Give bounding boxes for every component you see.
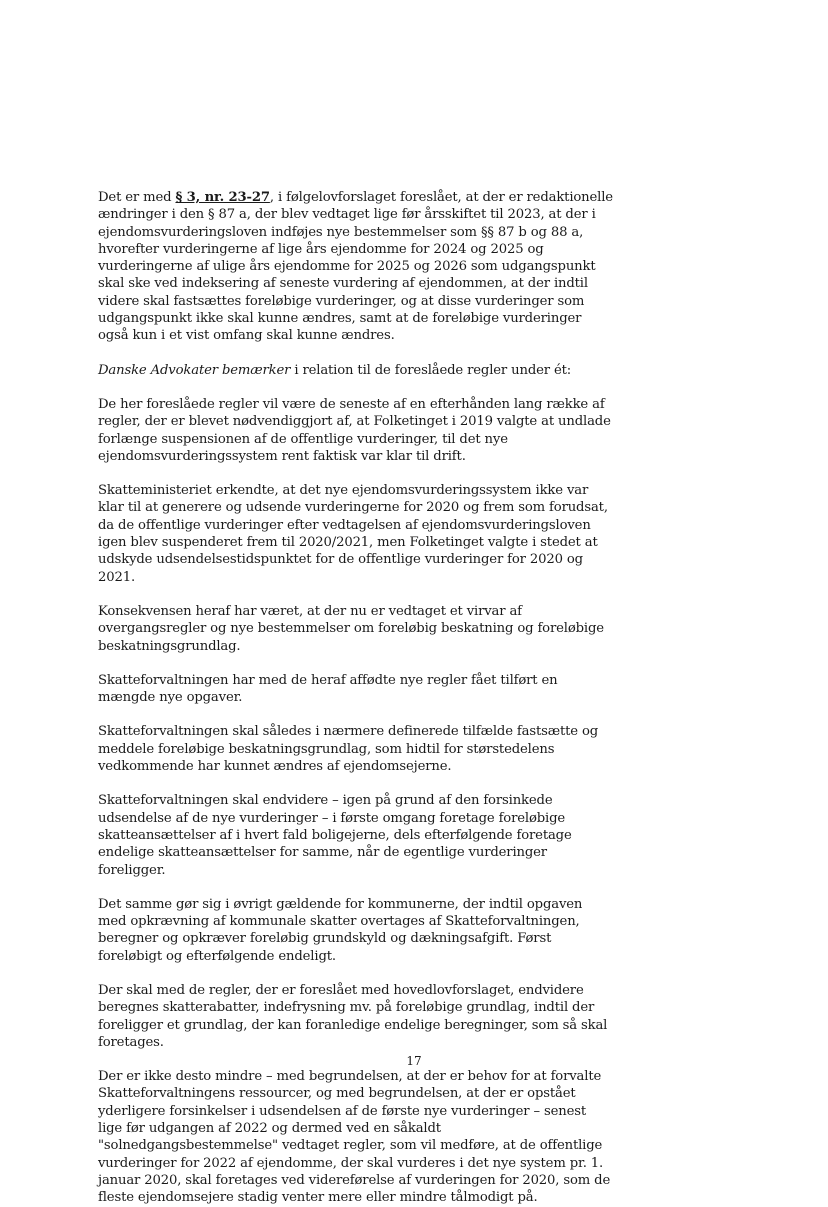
paragraph-2-text: i relation til de foreslåede regler under ét:	[290, 362, 572, 378]
page-number: 17	[406, 1054, 422, 1068]
paragraph-3: De her foreslåede regler vil være de seneste af en efterhånden lang række af regler, der er blevet nødvendiggjort af, at Folketinget i 2019 valgte at undlade forlænge suspensionen af de offentlige vurderinger, til det nye ejendomsvurderingssystem rent faktisk var klar til drift.	[98, 396, 611, 464]
paragraph-6: Skatteforvaltningen har med de heraf affødte nye regler fået tilført en mængde nye opgaver.	[98, 672, 558, 706]
paragraph-1-text: , i følgelovforslaget foreslået, at der er redaktionelle ændringer i den § 87 a, der blev vedtaget lige før årsskiftet til 2023, at der i ejendomsvurderingsloven indføjes nye bestemmelser som §§ 87 b og 88 a, hvorefter vurderingerne af lige års ejendomme for 2024 og 2025 og vurderingerne af ulige års ejendomme for 2025 og 2026 som udgangspunkt skal ske ved indeksering af seneste vurdering af ejendommen, at der indtil videre skal fastsættes foreløbige vurderinger, og at disse vurderinger som udgangspunkt ikke skal kunne ændres, samt at de foreløbige vurderinger også kun i et vist omfang skal kunne ændres.	[98, 190, 613, 344]
paragraph-4: Skatteministeriet erkendte, at det nye ejendomsvurderingssystem ikke var klar til at generere og udsende vurderingerne for 2020 og frem som forudsat, da de offentlige vurderinger efter vedtagelsen af ejendomsvurderingsloven igen blev suspenderet frem til 2020/2021, men Folketinget valgte i stedet at udskyde udsendelsestidspunktet for de offentlige vurderinger for 2020 og 2021.	[98, 483, 608, 585]
paragraph-11: Der er ikke desto mindre – med begrundelsen, at der er behov for at forvalte Skatteforvaltningens ressourcer, og med begrundelsen, at der er opstået yderligere forsinkelser i udsendelsen af de første nye vurderinger – senest lige før udgangen af 2022 og dermed ved en såkaldt "solnedgangsbestemmelse" vedtaget regler, som vil medføre, at de offentlige vurderinger for 2022 af ejendomme, der skal vurderes i det nye system pr. 1. januar 2020, skal foretages ved videreførelse af vurderingen for 2020, som de fleste ejendomsejere stadig venter mere eller mindre tålmodigt på.	[98, 1069, 611, 1206]
paragraph-5: Konsekvensen heraf har været, at der nu er vedtaget et virvar af overgangsregler og nye bestemmelser om foreløbig beskatning og foreløbige beskatningsgrundlag.	[98, 603, 604, 654]
paragraph-1-prefix: Det er med	[98, 190, 176, 205]
paragraph-7: Skatteforvaltningen skal således i nærmere definerede tilfælde fastsætte og meddele foreløbige beskatningsgrundlag, som hidtil for størstedelens vedkommende har kunnet ændres af ejendomsejerne.	[98, 724, 599, 775]
paragraph-9: Det samme gør sig i øvrigt gældende for kommunerne, der indtil opgaven med opkrævning af kommunale skatter overtages af Skatteforvaltningen, beregner og opkræver foreløbig grundskyld og dækningsafgift. Først foreløbigt og efterfølgende endeligt.	[98, 896, 583, 964]
paragraph-10: Der skal med de regler, der er foreslået med hovedlovforslaget, endvidere beregnes skatterabatter, indefrysning mv. på foreløbige grundlag, indtil der foreligger et grundlag, der kan foranledige endelige beregninger, som så skal foretages.	[98, 982, 608, 1050]
section-reference-link[interactable]: § 3, nr. 23-27	[175, 190, 270, 205]
paragraph-1	[98, 189, 613, 345]
paragraph-8: Skatteforvaltningen skal endvidere – igen på grund af den forsinkede udsendelse af de nye vurderinger – i første omgang foretage foreløbige skatteansættelser af i hvert fald boligejerne, dels efterfølgende foretage endelige skatteansættelser for samme, når de egentlige vurderinger foreligger.	[98, 793, 572, 878]
paragraph-2-italic: Danske Advokater bemærker	[98, 362, 291, 378]
paragraph-2	[98, 362, 613, 379]
